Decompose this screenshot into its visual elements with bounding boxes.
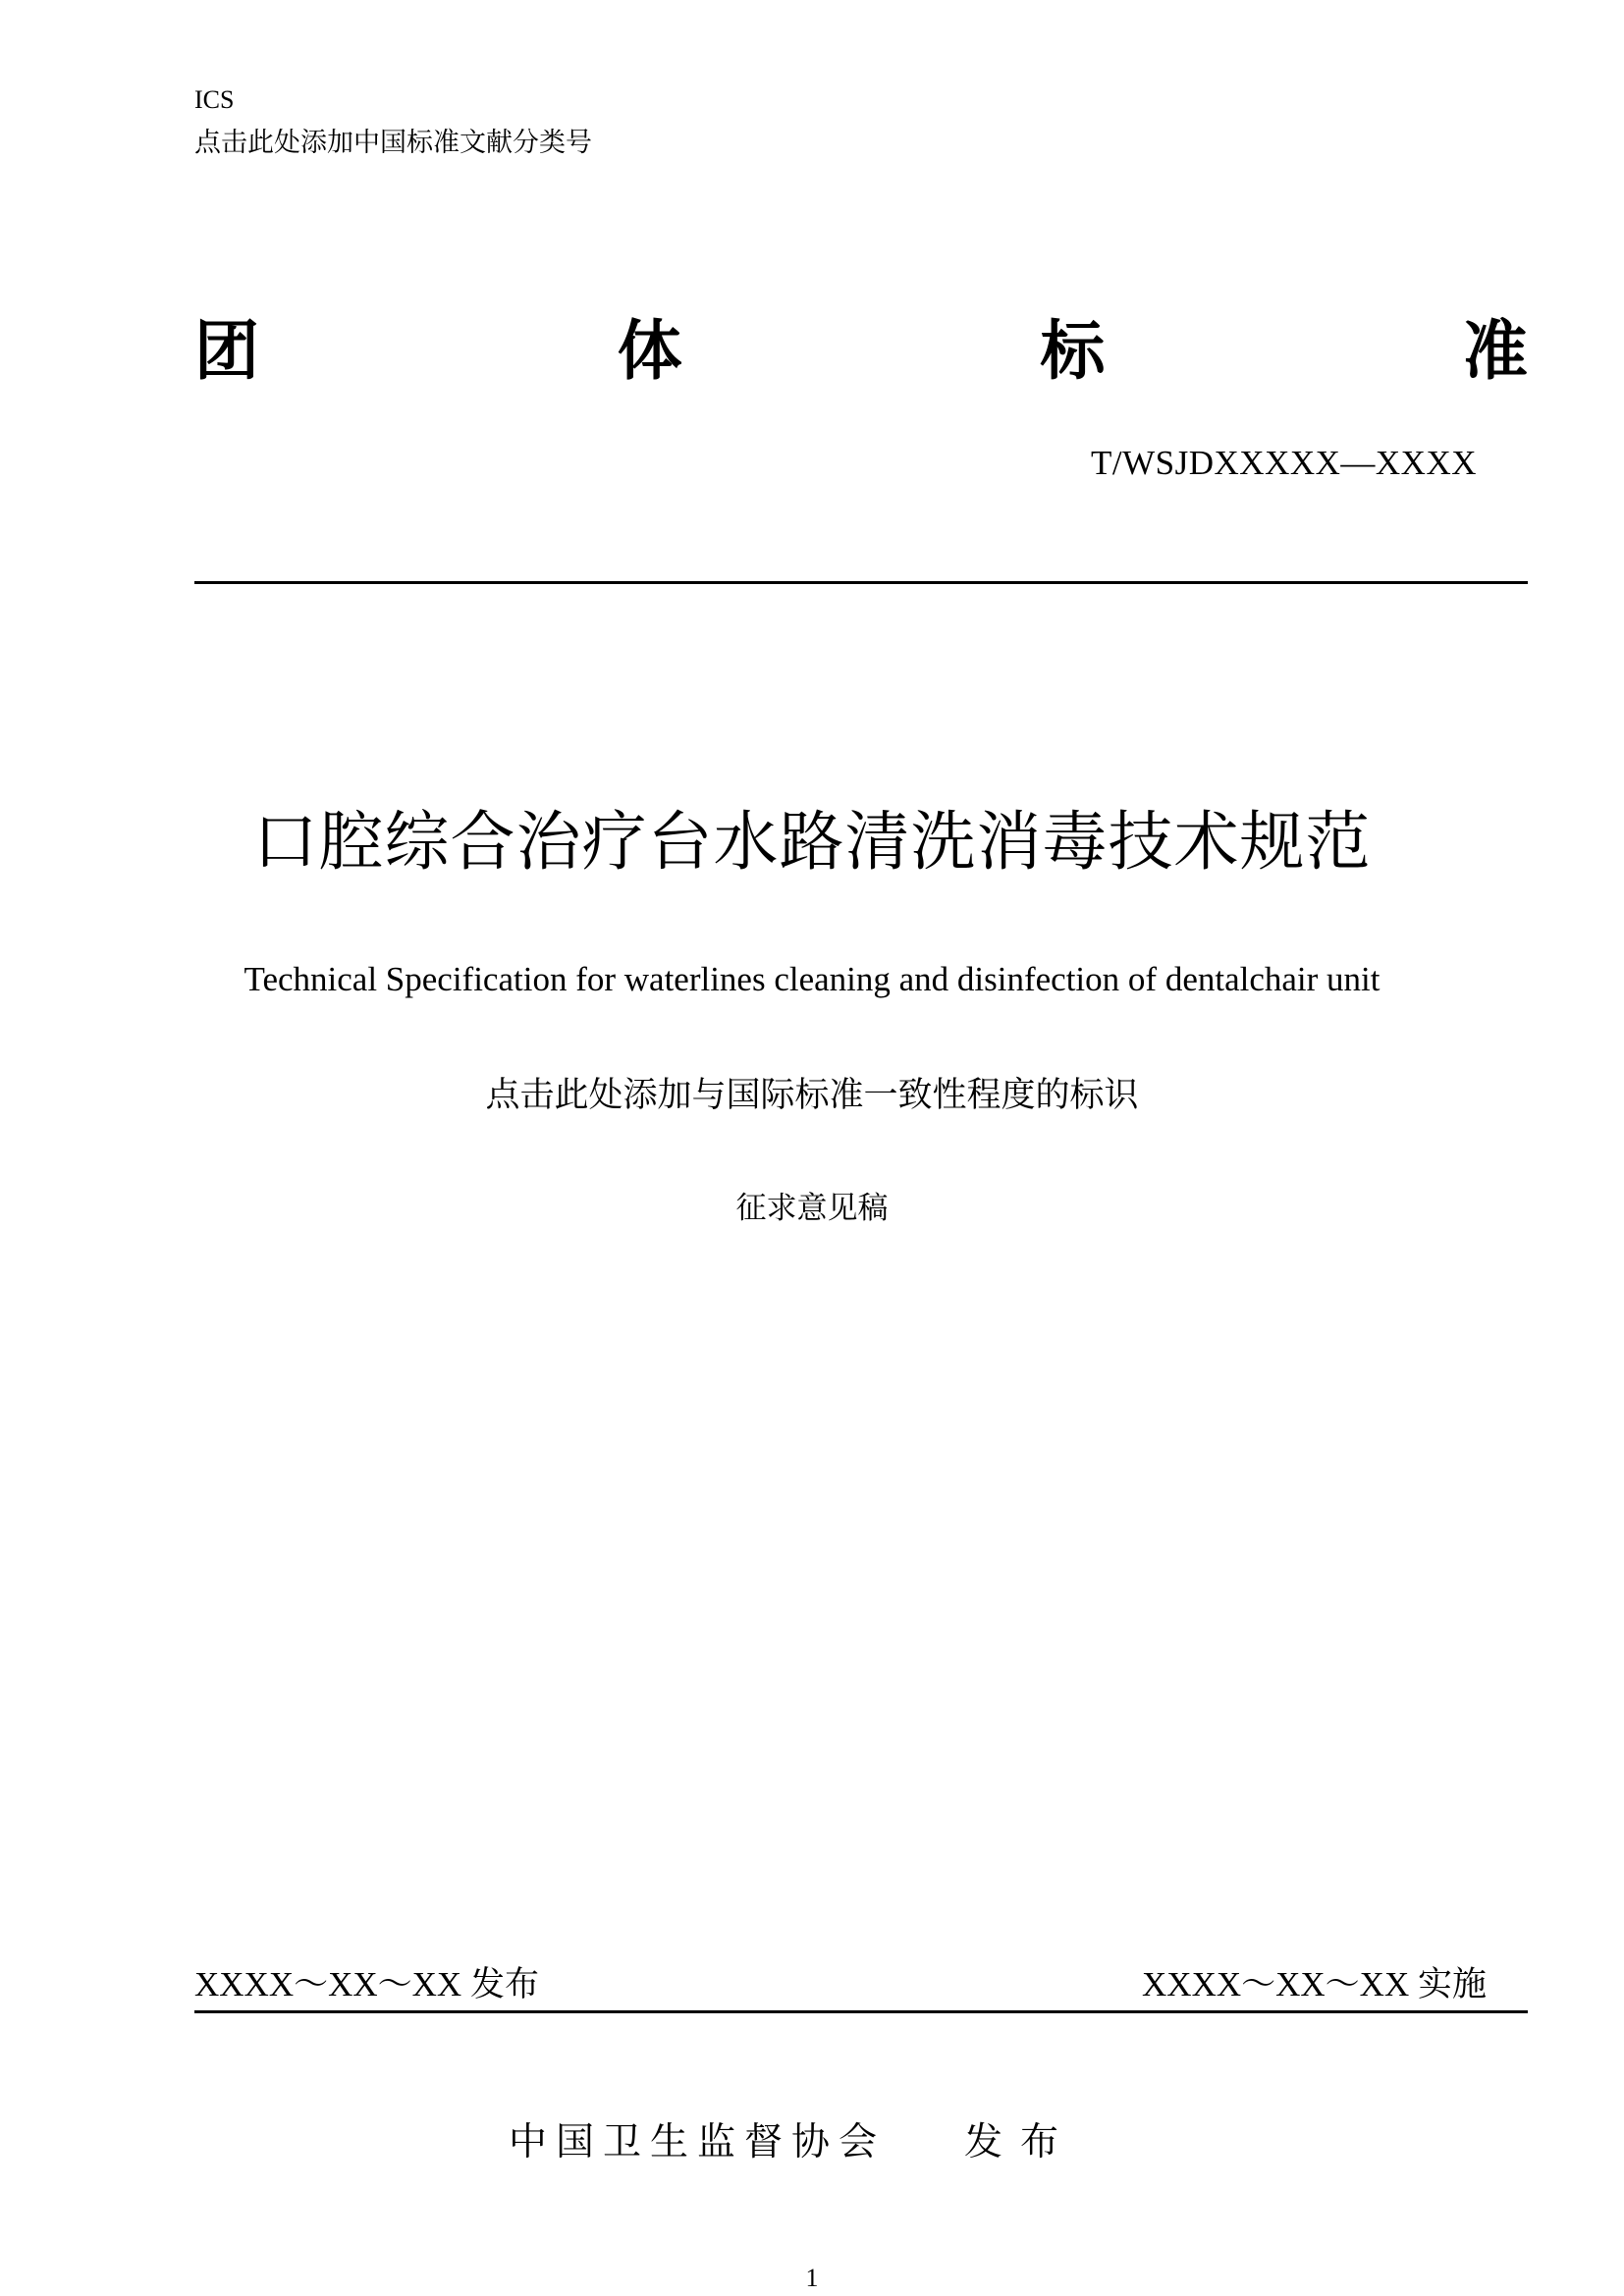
publisher-action: 发布 (964, 2120, 1077, 2164)
bottom-divider (194, 2010, 1528, 2013)
implement-date: XXXX～XX～XX 实施 (1142, 1965, 1487, 2003)
consistency-placeholder[interactable]: 点击此处添加与国际标准一致性程度的标识 (485, 1076, 1139, 1115)
standard-number: T/WSJDXXXXX—XXXX (1091, 444, 1477, 482)
standard-type-char: 标 (1040, 313, 1106, 389)
ccs-placeholder[interactable]: 点击此处添加中国标准文献分类号 (194, 128, 592, 158)
page-number: 1 (805, 2264, 819, 2292)
publisher-name: 中国卫生监督协会 (509, 2120, 887, 2164)
standard-type-heading (194, 312, 1528, 391)
draft-status: 征求意见稿 (735, 1191, 889, 1226)
standard-type-char: 准 (1462, 313, 1528, 389)
publish-date: XXXX～XX～XX 发布 (194, 1965, 539, 2003)
publisher-line (509, 2118, 1076, 2167)
ics-label: ICS (194, 85, 235, 114)
standard-type-char: 团 (194, 313, 259, 389)
standard-type-char: 体 (617, 313, 682, 389)
document-title-zh: 口腔综合治疗台水路清洗消毒技术规范 (252, 804, 1372, 880)
top-divider (194, 581, 1528, 584)
document-title-en: Technical Specification for waterlines cleaning and disinfection of dentalchair unit (244, 960, 1380, 998)
